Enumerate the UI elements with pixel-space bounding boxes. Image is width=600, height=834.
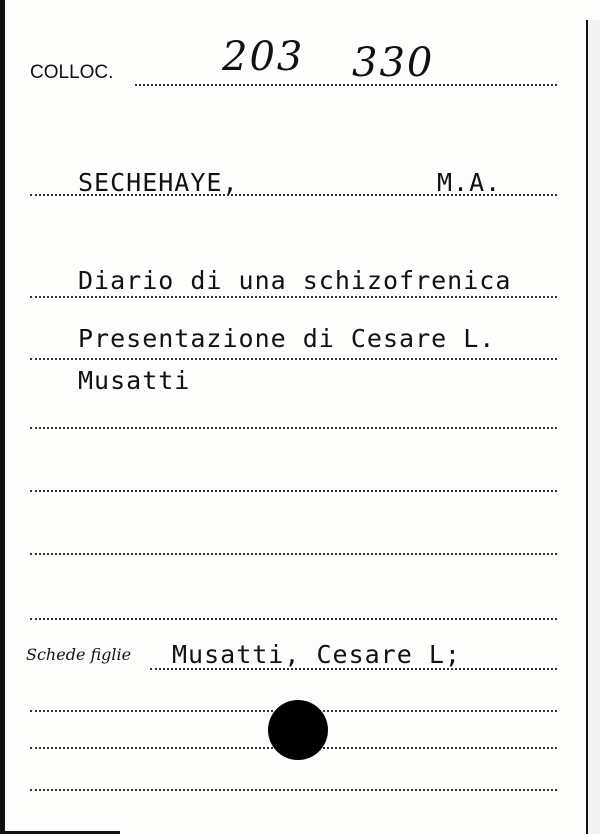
title-line-1: Diario di una schizofrenica <box>78 266 512 295</box>
title-line-3: Musatti <box>78 366 191 395</box>
title-line-2: Presentazione di Cesare L. <box>78 324 496 353</box>
author-surname: SECHEHAYE, <box>78 168 239 197</box>
colloc-line <box>135 84 557 86</box>
card-left-edge <box>0 0 5 834</box>
schede-label: Schede figlie <box>26 645 132 664</box>
title-line-1-rule <box>30 296 557 298</box>
colloc-label: COLLOC. <box>30 62 114 83</box>
rule-blank-2 <box>30 490 557 492</box>
title-line-2-rule <box>30 358 557 360</box>
card-right-edge <box>586 20 600 834</box>
author-initials: M.A. <box>437 168 502 197</box>
rule-blank-3 <box>30 553 557 555</box>
shelfmark-part1: 203 <box>222 34 305 80</box>
rule-blank-1 <box>30 427 557 429</box>
punch-hole <box>268 700 328 760</box>
rule-blank-7 <box>30 789 557 791</box>
rule-blank-4 <box>30 618 557 620</box>
schede-value: Musatti, Cesare L; <box>172 640 461 669</box>
shelfmark-part2: 330 <box>352 40 435 86</box>
